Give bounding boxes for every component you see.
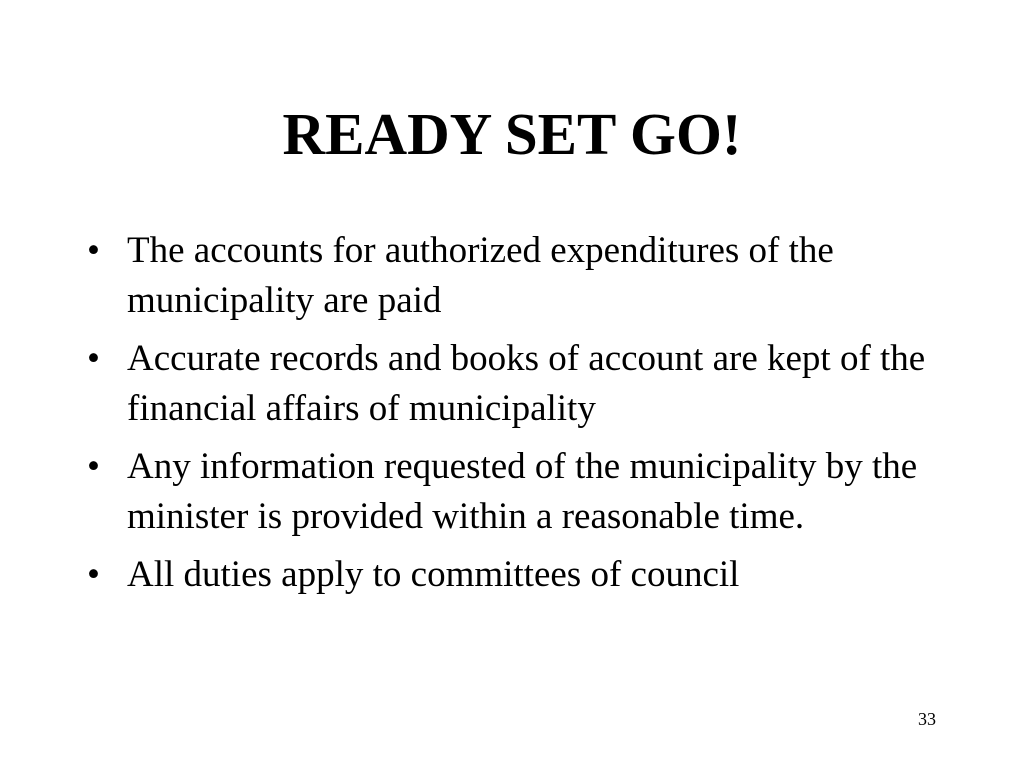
bullet-glyph: • <box>87 230 100 271</box>
bullet-text: All duties apply to committees of council <box>127 554 740 595</box>
bullet-item <box>87 550 947 600</box>
bullet-glyph: • <box>87 338 100 379</box>
bullet-text: Accurate records and books of account are kept of the financial affairs of municipality <box>127 338 926 429</box>
slide-title: READY SET GO! <box>282 101 742 167</box>
bullet-text: Any information requested of the municipality by the minister is provided within a reasonable time. <box>127 446 918 537</box>
bullet-item <box>87 226 947 326</box>
bullet-glyph: • <box>87 554 100 595</box>
bullet-item <box>87 334 947 434</box>
bullet-list <box>87 226 947 608</box>
bullet-glyph: • <box>87 446 100 487</box>
page-number: 33 <box>918 709 936 729</box>
bullet-item <box>87 442 947 542</box>
bullet-text: The accounts for authorized expenditures of the municipality are paid <box>127 230 834 321</box>
